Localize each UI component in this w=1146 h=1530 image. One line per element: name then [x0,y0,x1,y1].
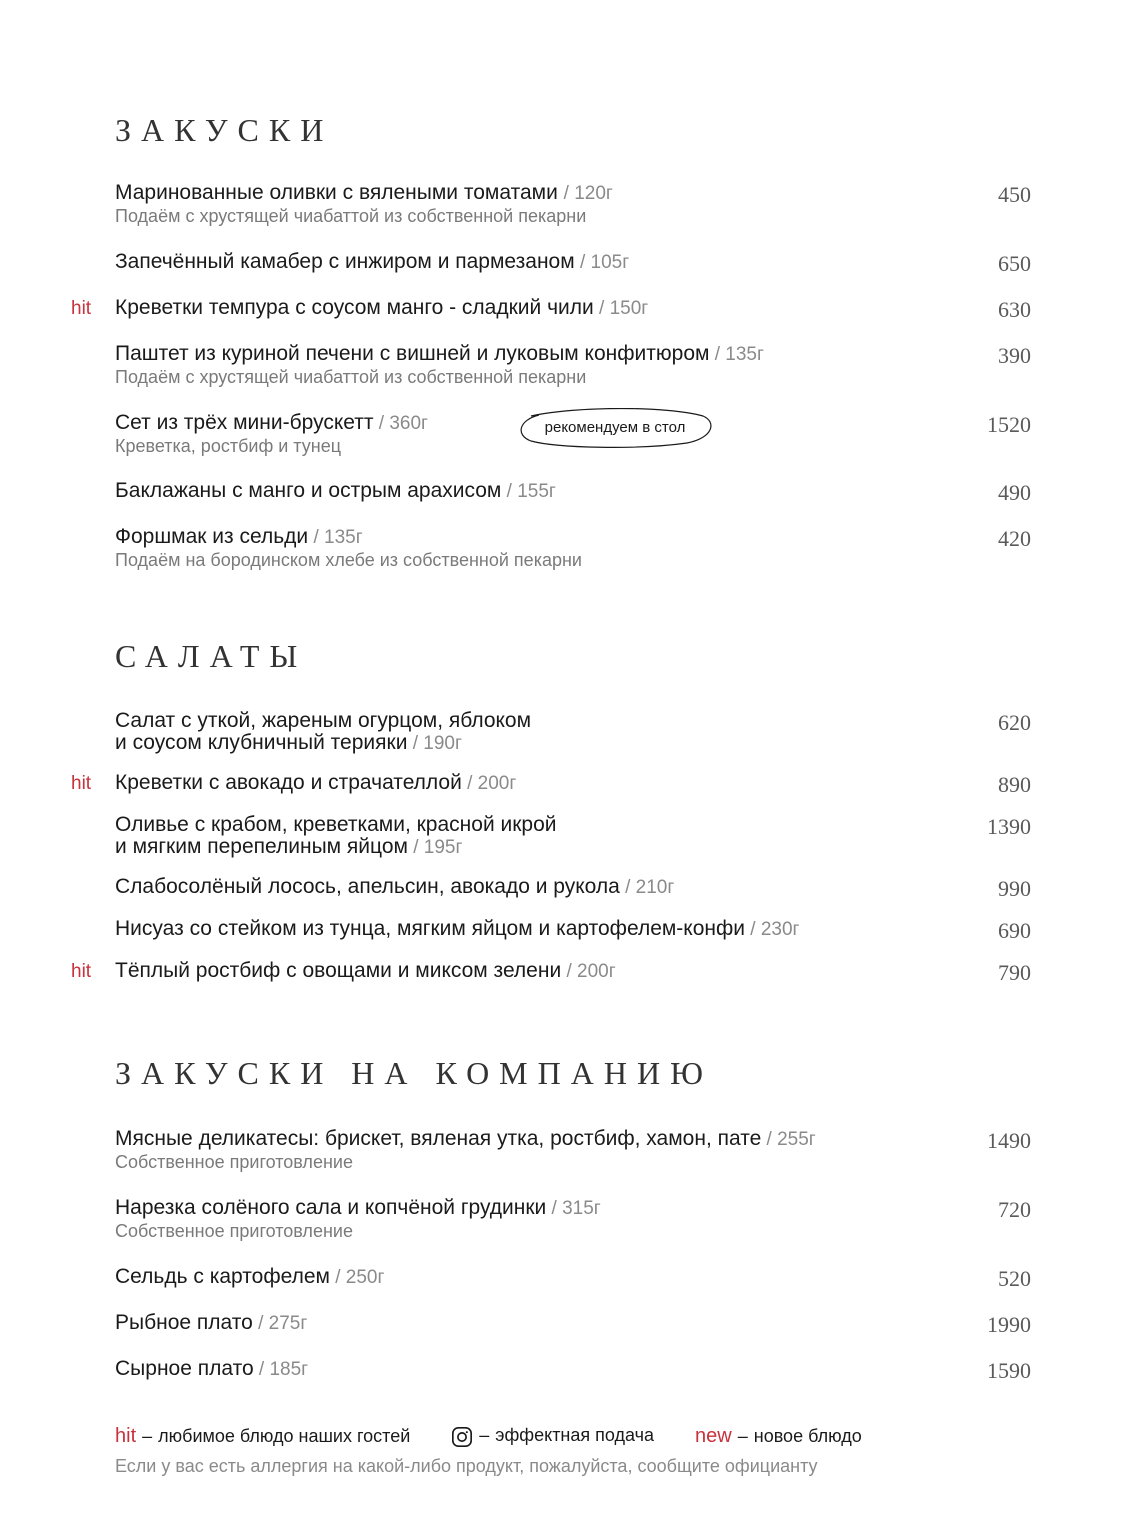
item-name-line2: и соусом клубничный терияки [115,731,408,754]
legend-new: new – новое блюдо [695,1425,862,1447]
section-title-salaty: САЛАТЫ [115,638,308,674]
item-price: 490 [998,480,1031,505]
item-name: Форшмак из сельди [115,525,309,548]
hit-badge: hit [71,298,92,319]
menu-item [115,480,1031,503]
item-name: Оливье с крабом, креветками, красной икрой [115,813,557,836]
menu-item [71,296,1031,322]
hit-badge: hit [71,773,92,794]
item-name: Нарезка солёного сала и копчёной грудинки [115,1196,547,1219]
hit-badge: hit [71,961,92,982]
item-name: Запечённый камабер с инжиром и пармезаном [115,250,575,273]
instagram-icon [451,1426,473,1448]
item-weight: / 185г [253,1359,309,1380]
recommend-badge-label: рекомендуем в стол [544,419,686,436]
item-weight: / 200г [461,773,517,794]
item-description: Подаём с хрустящей чиабаттой из собственной пекарни [115,206,587,226]
item-weight: / 200г [561,961,616,982]
item-weight: / 275г [252,1313,308,1334]
legend-hit-label: hit [115,1425,137,1447]
item-weight: / 315г [546,1198,601,1219]
menu-item [115,1358,1031,1381]
item-name: Маринованные оливки с вялеными томатами [115,181,564,204]
item-name: Сырное плато [115,1357,254,1380]
item-description: Собственное приготовление [115,1221,353,1241]
item-price: 1490 [987,1128,1031,1153]
legend-hit-text: любимое блюдо наших гостей [158,1426,411,1446]
item-weight: / 250г [329,1267,385,1288]
item-description: Собственное приготовление [115,1152,353,1172]
item-price: 520 [998,1266,1031,1291]
item-description: Креветка, ростбиф и тунец [115,436,342,456]
recommend-badge [517,408,713,448]
item-price: 420 [998,526,1031,551]
legend-insta: – эффектная подача [451,1425,654,1447]
menu-item [115,1197,1031,1242]
menu-item [71,771,1031,797]
menu-item [115,412,1031,457]
item-name: Сет из трёх мини-брускетт [115,411,374,434]
menu-item [71,959,1031,985]
item-name: Креветки с авокадо и страчателлой [115,771,462,794]
menu-item [115,918,1031,941]
menu-item [115,1312,1031,1335]
item-price: 1590 [987,1358,1031,1383]
item-name: Сельдь с картофелем [115,1265,330,1288]
item-description: Подаём с хрустящей чиабаттой из собственной пекарни [115,367,587,387]
legend-insta-text: эффектная подача [495,1425,655,1446]
item-price: 1390 [987,814,1031,839]
item-weight: / 210г [619,877,675,898]
item-price: 650 [998,251,1031,276]
item-weight: / 195г [407,837,463,858]
item-name: Баклажаны с манго и острым арахисом [115,479,502,502]
item-price: 720 [998,1197,1031,1222]
item-weight: / 360г [373,413,428,434]
menu-item [115,343,1031,388]
section-title-zakuski: ЗАКУСКИ [115,112,334,148]
item-name: Салат с уткой, жареным огурцом, яблоком [115,709,532,732]
menu-item [115,1128,1031,1173]
item-weight: / 255г [761,1129,816,1150]
item-price: 790 [998,960,1031,985]
item-weight: / 155г [501,481,556,502]
item-name: Паштет из куриной печени с вишней и луковым конфитюром [115,342,710,365]
section-title-zakuski-na-kompaniyu: ЗАКУСКИ НА КОМПАНИЮ [115,1055,713,1091]
item-price: 390 [998,343,1031,368]
menu-item [115,251,1031,274]
item-weight: / 120г [563,183,613,204]
item-name: Креветки темпура с соусом манго - сладкий чили [115,296,594,319]
item-name: Мясные деликатесы: брискет, вяленая утка, ростбиф, хамон, пате [115,1127,762,1150]
legend-hit: hit – любимое блюдо наших гостей [115,1425,411,1447]
item-name: Рыбное плато [115,1311,253,1334]
item-weight: / 105г [574,252,630,273]
menu-item [115,526,1031,571]
menu-item [115,814,1031,859]
item-weight: / 230г [745,919,800,940]
menu-item [115,182,1031,227]
item-name: Нисуаз со стейком из тунца, мягким яйцом и картофелем-конфи [115,917,746,940]
item-price: 630 [998,297,1031,322]
item-name-line2: и мягким перепелиным яйцом [115,835,408,858]
item-price: 450 [998,182,1031,207]
menu-item [115,710,1031,755]
item-price: 1990 [987,1312,1031,1337]
item-description: Подаём на бородинском хлебе из собственной пекарни [115,550,582,570]
legend [115,1425,898,1448]
allergy-note: Если у вас есть аллергия на какой-либо продукт, пожалуйста, сообщите официанту [115,1456,818,1476]
menu-item [115,1266,1031,1289]
item-price: 990 [998,876,1031,901]
item-weight: / 135г [709,344,764,365]
item-price: 1520 [987,412,1031,437]
menu-item [115,876,1031,899]
item-weight: / 190г [407,733,462,754]
legend-new-text: новое блюдо [753,1426,862,1446]
legend-new-label: new [695,1425,732,1447]
item-weight: / 135г [308,527,363,548]
item-price: 890 [998,772,1031,797]
item-weight: / 150г [593,298,649,319]
item-name: Тёплый ростбиф с овощами и миксом зелени [115,959,562,982]
item-name: Слабосолёный лосось, апельсин, авокадо и рукола [115,875,620,898]
item-price: 690 [998,918,1031,943]
item-price: 620 [998,710,1031,735]
